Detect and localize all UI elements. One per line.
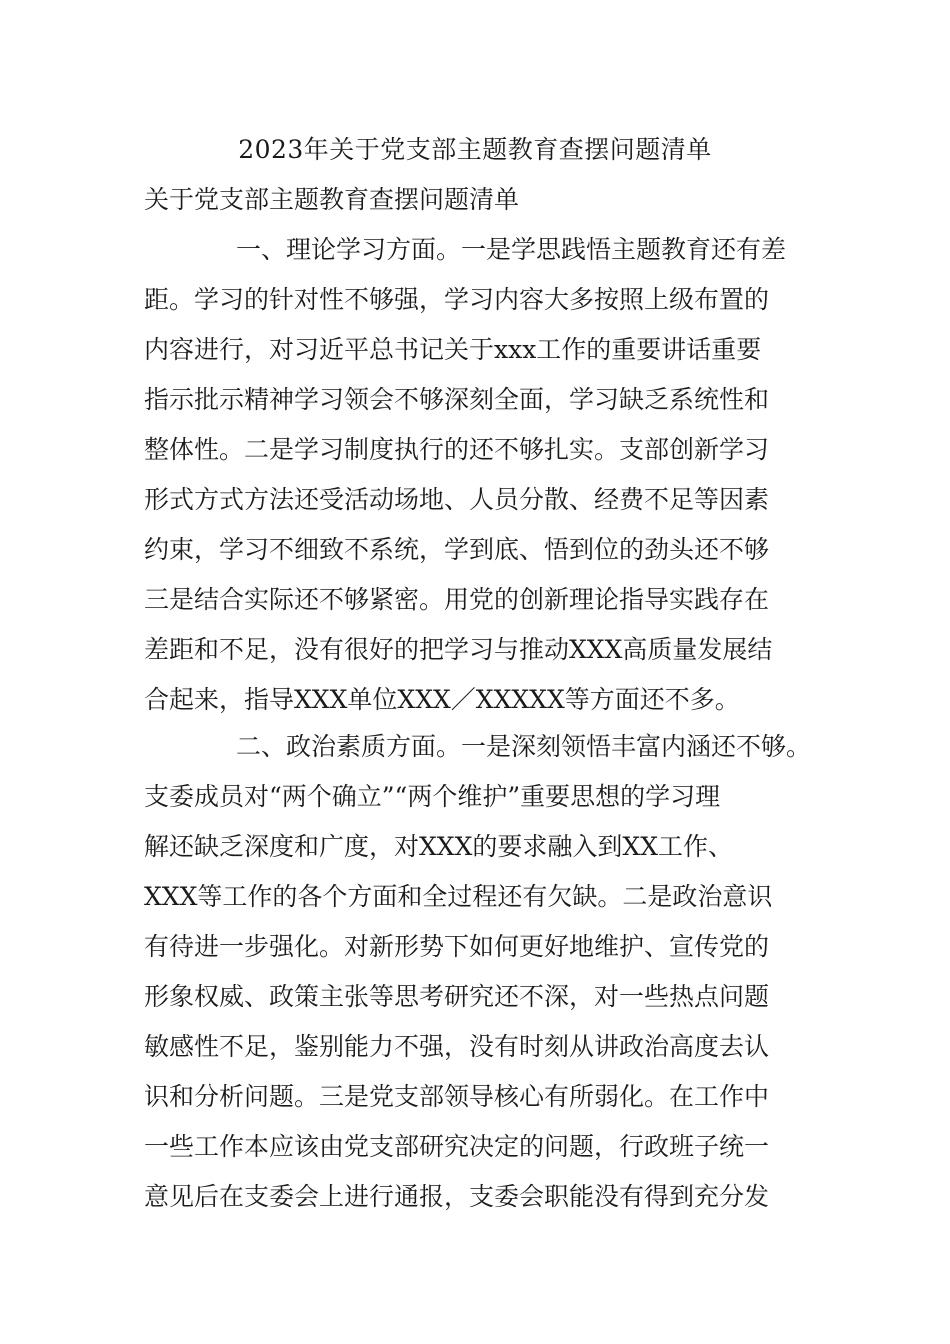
paragraph-line: 一些工作本应该由党支部研究决定的问题，行政班子统一 [144,1132,770,1161]
paragraph-line: 形式方式方法还受活动场地、人员分散、经费不足等因素 [144,485,770,514]
paragraph-line: XXX等工作的各个方面和全过程还有欠缺。二是政治意识 [144,882,773,911]
paragraph-line: 一、理论学习方面。一是学思践悟主题教育还有差 [236,235,787,264]
paragraph-line: 敏感性不足，鉴别能力不强，没有时刻从讲政治高度去认 [144,1032,770,1061]
paragraph-line: 指示批示精神学习领会不够深刻全面，学习缺乏系统性和 [144,385,770,414]
paragraph-line: 整体性。二是学习制度执行的还不够扎实。支部创新学习 [144,435,770,464]
paragraph-line: 距。学习的针对性不够强，学习内容大多按照上级布置的 [144,285,770,314]
paragraph-line: 有待进一步强化。对新形势下如何更好地维护、宣传党的 [144,932,770,961]
paragraph-line: 二、政治素质方面。一是深刻领悟丰富内涵还不够。 [236,732,812,761]
paragraph-line: 支委成员对“两个确立”“两个维护”重要思想的学习理 [144,782,721,811]
paragraph-line: 约束，学习不细致不系统，学到底、悟到位的劲头还不够 [144,535,770,564]
paragraph-line: 合起来，指导XXX单位XXX／XXXXX等方面还不多。 [144,685,740,714]
paragraph-political-quality [144,722,814,1222]
paragraph-line: 识和分析问题。三是党支部领导核心有所弱化。在工作中 [144,1082,770,1111]
paragraph-line: 解还缺乏深度和广度，对XXX的要求融入到XX工作、 [144,832,733,861]
paragraph-line: 内容进行，对习近平总书记关于xxx工作的重要讲话重要 [144,335,762,364]
document-title: 2023年关于党支部主题教育查摆问题清单 [238,135,712,164]
paragraph-line: 形象权威、政策主张等思考研究还不深，对一些热点问题 [144,982,770,1011]
paragraph-line: 意见后在支委会上进行通报，支委会职能没有得到充分发 [144,1182,770,1211]
paragraph-theory-study [144,225,814,725]
paragraph-line: 三是结合实际还不够紧密。用党的创新理论指导实践存在 [144,585,770,614]
document-subtitle: 关于党支部主题教育查摆问题清单 [144,185,520,214]
paragraph-line: 差距和不足，没有很好的把学习与推动XXX高质量发展结 [144,635,773,664]
